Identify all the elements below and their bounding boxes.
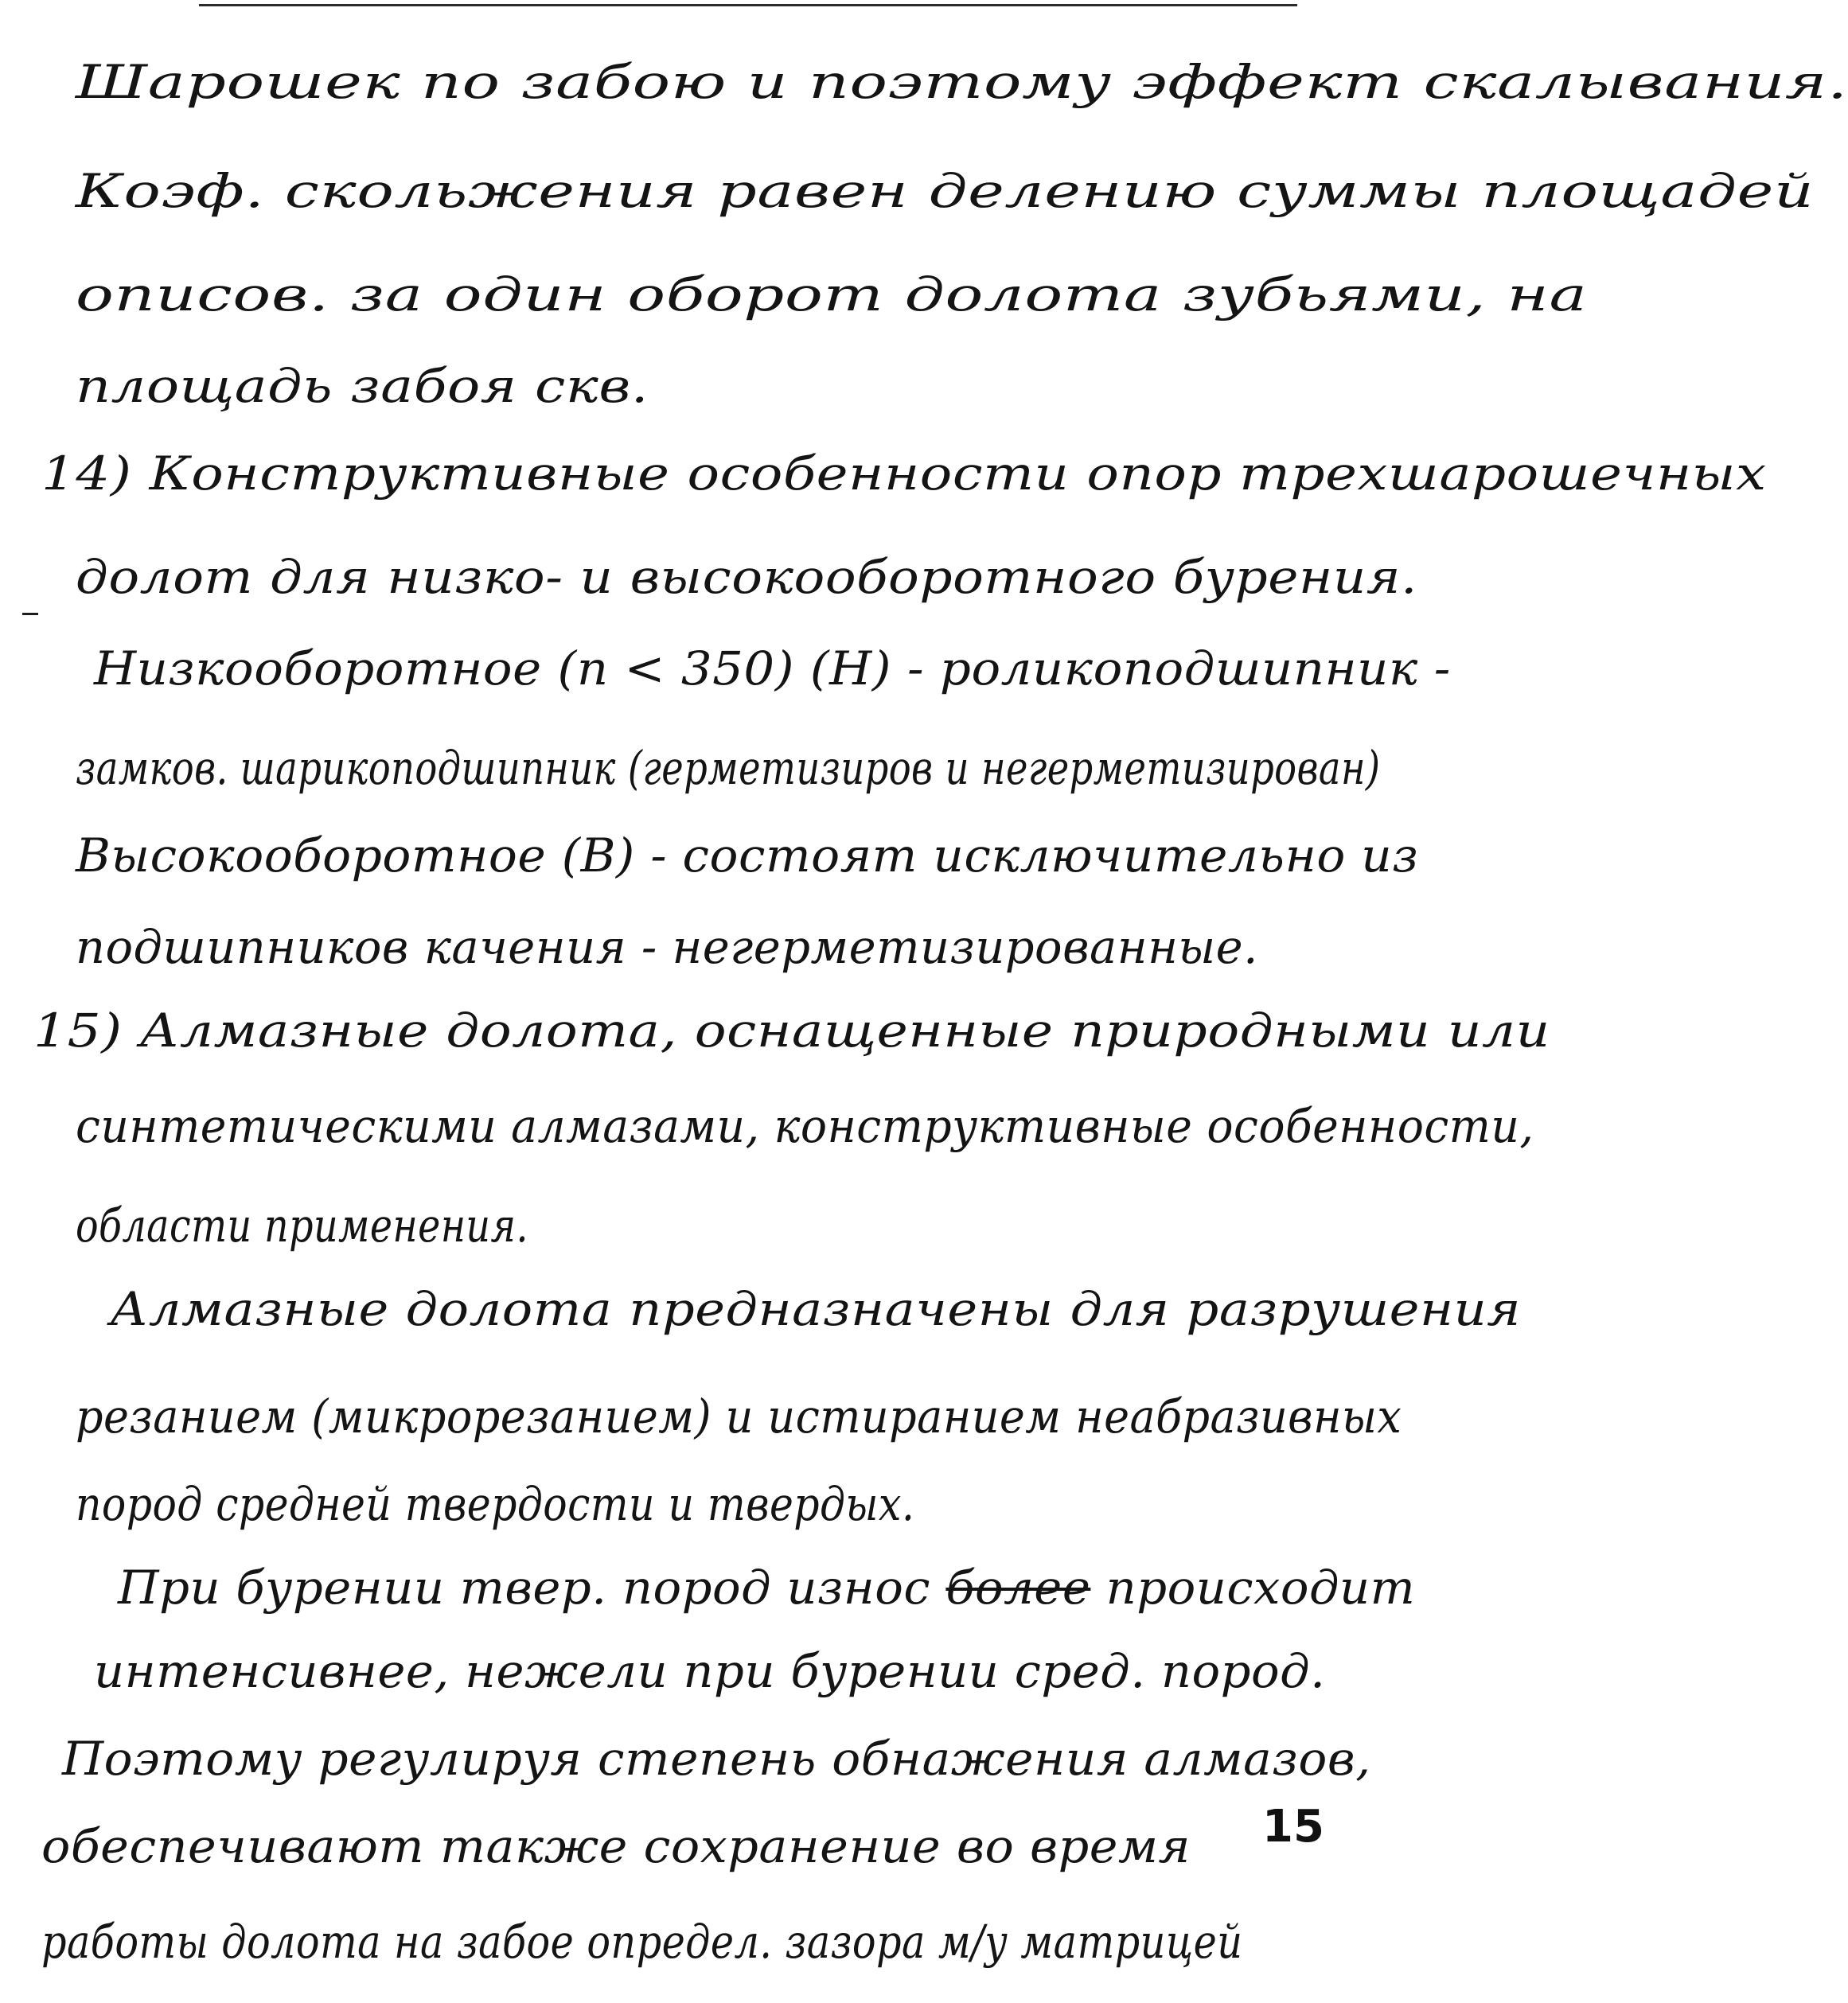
text-line-20: обеспечивают также сохранение во время (41, 1819, 1191, 1873)
margin-dash-mark (22, 613, 38, 615)
text-line-2: Коэф. скольжения равен делению суммы площадей (76, 164, 1815, 218)
text-line-17-end: происходит (1105, 1561, 1416, 1615)
text-line-11: 15) Алмазные долота, оснащенные природными или (33, 1003, 1550, 1058)
text-line-17-start: При бурении твер. пород износ (118, 1561, 931, 1615)
text-line-21: работы долота на забое определ. зазора м/у матрицей (41, 1915, 1243, 1969)
text-line-3: описов. за один оборот долота зубьями, на (76, 267, 1588, 321)
text-line-16: пород средней твердости и твердых. (76, 1477, 915, 1531)
text-line-13: области применения. (76, 1198, 528, 1253)
text-line-4: площадь забоя скв. (76, 359, 649, 413)
text-line-9: Высокооборотное (В) - состоят исключительно из (76, 828, 1419, 883)
page-number: 15 (1262, 1801, 1324, 1853)
text-line-18: интенсивнее, нежели при бурении сред. пород. (94, 1644, 1326, 1698)
text-line-12: синтетическими алмазами, конструктивные особенности, (76, 1099, 1534, 1153)
text-line-7: Низкооборотное (n < 350) (Н) - роликоподшипник - (94, 641, 1451, 696)
text-line-19: Поэтому регулируя степень обнажения алмазов, (62, 1732, 1371, 1786)
text-line-17 (118, 1560, 1415, 1615)
text-line-6: долот для низко- и высокооборотного бурения. (76, 550, 1418, 604)
text-line-14: Алмазные долота предназначены для разрушения (110, 1282, 1522, 1336)
text-line-15: резанием (микрорезанием) и истиранием неабразивных (76, 1389, 1402, 1444)
text-line-10: подшипников качения - негерметизированные. (76, 920, 1258, 974)
text-line-1: Шарошек по забою и поэтому эффект скалывания. (76, 55, 1848, 109)
crossed-out-word: более (945, 1561, 1091, 1615)
text-line-5: 14) Конструктивные особенности опор трехшарошечных (41, 446, 1767, 501)
text-line-8: замков. шарикоподшипник (герметизиров и негерметизирован) (76, 741, 1381, 795)
top-border-line (199, 4, 1297, 6)
